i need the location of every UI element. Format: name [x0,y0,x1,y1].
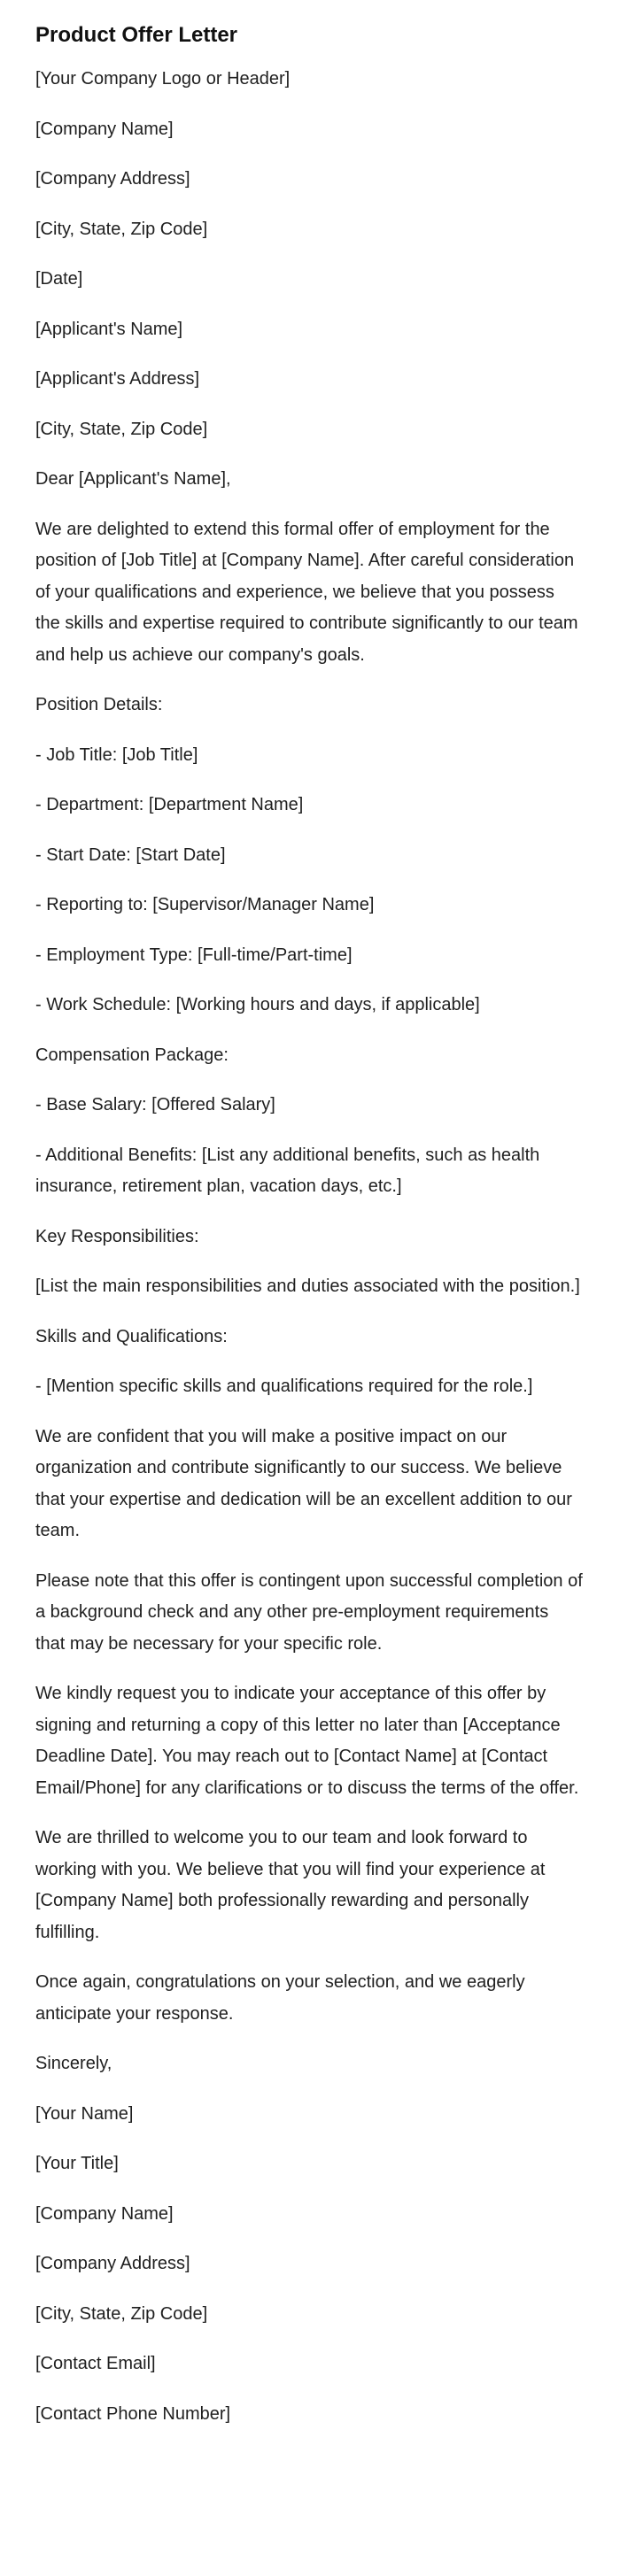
work-schedule-item: - Work Schedule: [Working hours and days, if applicable] [35,995,480,1014]
signer-city-state-zip: [City, State, Zip Code] [35,2303,208,2324]
reporting-to-item: - Reporting to: [Supervisor/Manager Name] [35,895,375,914]
signer-company-address: [Company Address] [35,2254,190,2273]
department-item: - Department: [Department Name] [35,795,304,814]
skills-item: - [Mention specific skills and qualifications required for the role.] [35,1377,533,1396]
congratulations-paragraph: Once again, congratulations on your selection, and we eagerly anticipate your response. [35,1972,525,2024]
closing: Sincerely, [35,2054,112,2073]
job-title-item: - Job Title: [Job Title] [35,744,198,765]
sender-city-state-zip: [City, State, Zip Code] [35,219,208,239]
compensation-heading: Compensation Package: [35,1045,229,1065]
applicant-city-state-zip: [City, State, Zip Code] [35,419,208,439]
additional-benefits-item: - Additional Benefits: [List any additional benefits, such as health insurance, retirement plan, vacation days, etc.] [35,1145,540,1196]
responsibilities-text: [List the main responsibilities and duties associated with the position.] [35,1276,580,1296]
position-details-heading: Position Details: [35,695,163,714]
acceptance-paragraph: We kindly request you to indicate your acceptance of this offer by signing and returning a copy of this letter no later than [Acceptance Deadline Date]. You may reach out to [Contact Name] at [Contact Email/Phone] for any clarifications or to discuss the terms of the offer. [35,1684,579,1798]
start-date-item: - Start Date: [Start Date] [35,845,226,865]
applicant-name: [Applicant's Name] [35,319,183,339]
salutation: Dear [Applicant's Name], [35,469,231,489]
signer-title: [Your Title] [35,2154,119,2173]
applicant-address: [Applicant's Address] [35,369,200,389]
responsibilities-heading: Key Responsibilities: [35,1226,199,1246]
sender-company-name: [Company Name] [35,119,174,139]
company-logo-header: [Your Company Logo or Header] [35,69,291,89]
skills-heading: Skills and Qualifications: [35,1326,228,1346]
employment-type-item: - Employment Type: [Full-time/Part-time] [35,945,353,965]
sender-company-address: [Company Address] [35,169,190,189]
signer-company-name: [Company Name] [35,2203,174,2224]
contact-phone-number: [Contact Phone Number] [35,2403,231,2424]
letter-date: [Date] [35,269,83,289]
signer-name: [Your Name] [35,2103,134,2124]
base-salary-item: - Base Salary: [Offered Salary] [35,1095,275,1114]
intro-paragraph: We are delighted to extend this formal offer of employment for the position of [Job Title] at [Company Name]. After careful consideration of your qualifications and experience, we believe that you possess the skills and expertise required to contribute significantly to our team and help us achieve our company's goals. [35,519,578,665]
contingency-paragraph: Please note that this offer is contingent upon successful completion of a background check and any other pre-employment requirements that may be necessary for your specific role. [35,1570,583,1654]
welcome-paragraph: We are thrilled to welcome you to our team and look forward to working with you. We believe that you will find your experience at [Company Name] both professionally rewarding and personally fulfilling. [35,1828,546,1942]
contact-email: [Contact Email] [35,2354,156,2373]
document-title: Product Offer Letter [35,23,238,47]
confidence-paragraph: We are confident that you will make a positive impact on our organization and contribute significantly to our success. We believe that your expertise and dedication will be an excellent addition to our team. [35,1426,572,1540]
